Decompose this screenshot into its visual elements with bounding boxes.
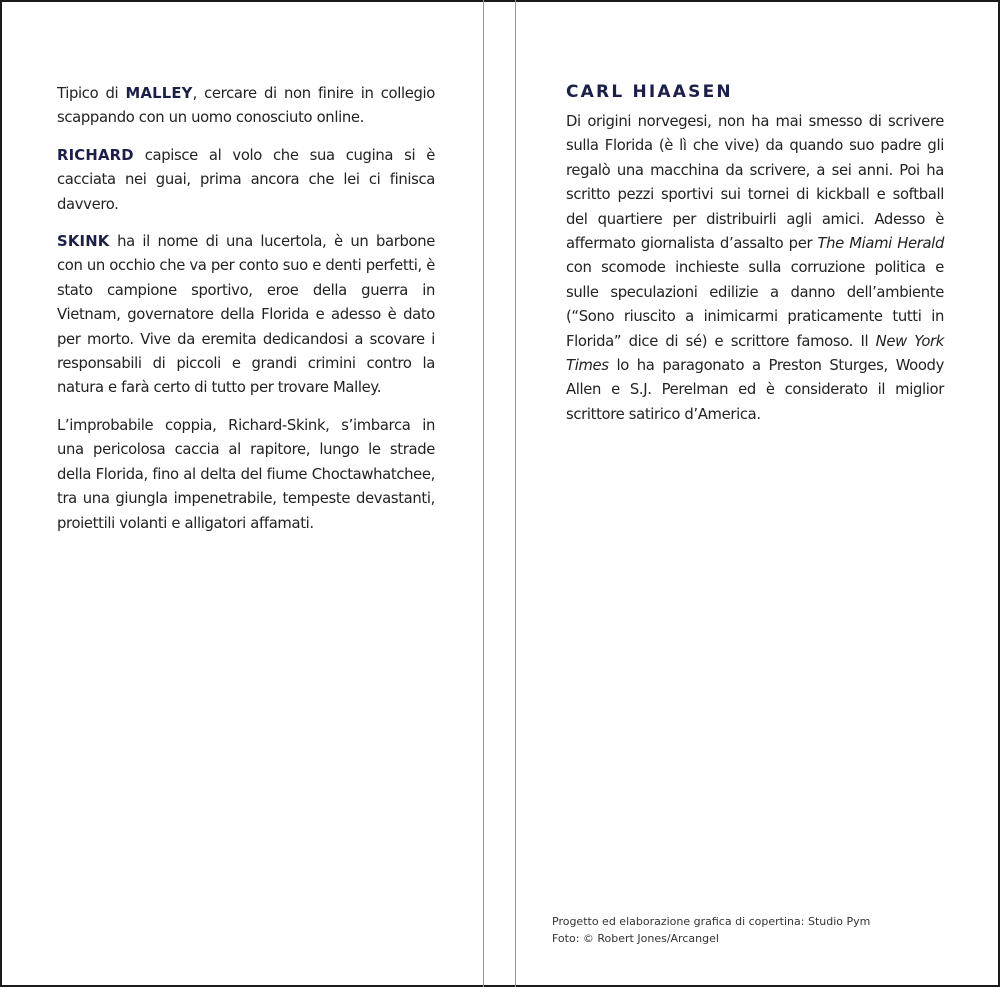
synopsis-paragraph-couple: L’improbabile coppia, Richard-Skink, s’imbarca in una pericolosa caccia al rapitore, lungo le strade della Florida, fino al delta del fiume Choctawhatchee, tra una giungla impenetrabile, tempeste devastanti, proiettili volanti e alligatori affamati.	[57, 416, 435, 532]
cover-credits	[552, 913, 952, 947]
character-name-skink: SKINK	[57, 233, 110, 251]
newspaper-title-miami-herald: The Miami Herald	[817, 235, 944, 253]
newspaper-title-nyt: New York Times	[566, 332, 944, 375]
character-name-richard: RICHARD	[57, 146, 134, 164]
fold-line-right	[515, 0, 516, 987]
synopsis-paragraph-skink: SKINK ha il nome di una lucertola, è un barbone con un occhio che va per conto suo e denti perfetti, è stato campione sportivo, eroe della guerra in Vietnam, governatore della Florida e adesso è dato per morto. Vive da eremita dedicandosi a scovare i responsabili di piccoli e grandi crimini contro la natura e farà certo di tutto per trovare Malley.	[57, 233, 435, 397]
synopsis-paragraph-richard: RICHARD capisce al volo che sua cugina si è cacciata nei guai, prima ancora che lei ci finisca davvero.	[57, 146, 435, 213]
author-bio-panel	[566, 80, 944, 427]
fold-line-left	[483, 0, 484, 987]
photo-credit: Foto: © Robert Jones/Arcangel	[552, 932, 719, 945]
author-bio-text: Di origini norvegesi, non ha mai smesso di scrivere sulla Florida (è lì che vive) da quando suo padre gli regalò una macchina da scrivere, a sei anni. Poi ha scritto pezzi sportivi sui tornei di kickball e softball del quartiere per distribuirli agli amici. Adesso è affermato giornalista d’assalto per The Miami Herald con scomode inchieste sulla corruzione politica e sulle speculazioni edilizie a danno dell’ambiente (“Sono riuscito a inimicarmi praticamente tutti in Florida” dice di sé) e scrittore famoso. Il New York Times lo ha paragonato a Preston Sturges, Woody Allen e S.J. Perelman ed è considerato il miglior scrittore satirico d’America.	[566, 113, 944, 423]
character-name-malley: MALLEY	[125, 85, 193, 102]
design-credit: Progetto ed elaborazione grafica di copertina: Studio Pym	[552, 915, 871, 928]
synopsis-paragraph-malley: Tipico di MALLEY, cercare di non finire in collegio scappando con un uomo conosciuto online.	[57, 85, 435, 127]
synopsis-panel	[57, 82, 435, 549]
author-name-heading: CARL HIAASEN	[566, 82, 733, 102]
